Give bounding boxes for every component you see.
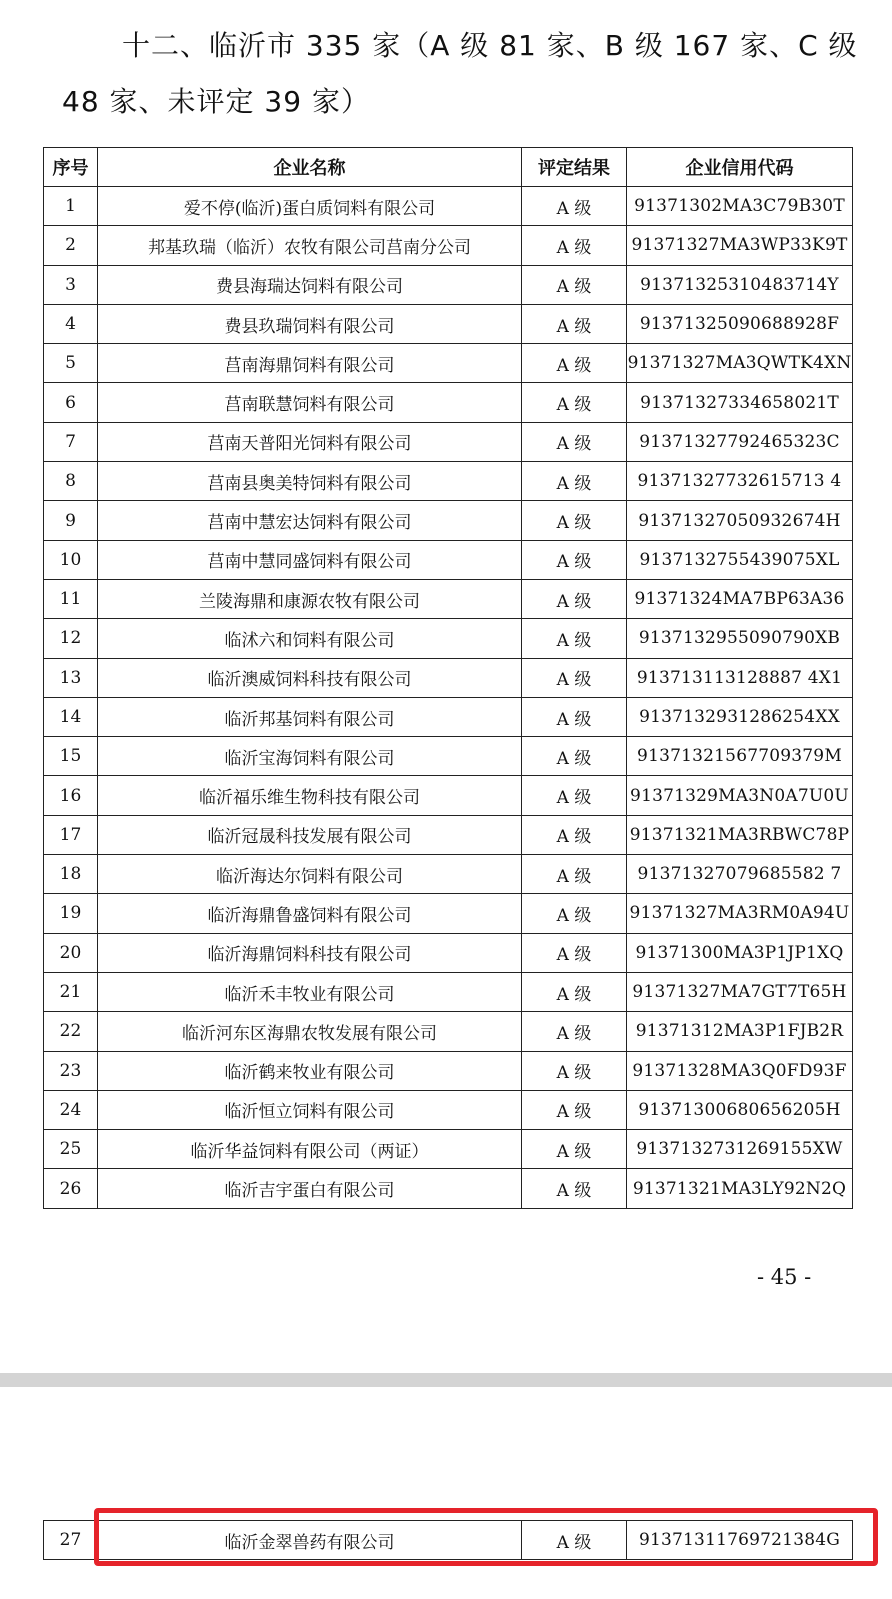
page-separator bbox=[0, 1373, 892, 1387]
row-index: 5 bbox=[44, 344, 98, 383]
table-row bbox=[44, 972, 853, 1011]
row-index: 26 bbox=[44, 1169, 98, 1208]
row-company-name: 临沂邦基饲料有限公司 bbox=[98, 697, 522, 736]
row-credit-code: 91371327MA3QWTK4XN bbox=[627, 344, 853, 383]
row-index: 23 bbox=[44, 1051, 98, 1090]
row-credit-code: 91371327079685582 7 bbox=[627, 855, 853, 894]
page-number: - 45 - bbox=[757, 1265, 812, 1289]
row-company-name: 临沂海鼎鲁盛饲料有限公司 bbox=[98, 894, 522, 933]
row-rating: A 级 bbox=[522, 187, 627, 226]
table-row bbox=[44, 815, 853, 854]
document-page-next bbox=[0, 1387, 892, 1599]
row-index: 14 bbox=[44, 697, 98, 736]
row-company-name: 临沂鹤来牧业有限公司 bbox=[98, 1051, 522, 1090]
highlight-box bbox=[94, 1508, 878, 1566]
table-row bbox=[44, 933, 853, 972]
table-row bbox=[44, 658, 853, 697]
table-row bbox=[44, 304, 853, 343]
table-row bbox=[44, 501, 853, 540]
row-credit-code: 91371312MA3P1FJB2R bbox=[627, 1012, 853, 1051]
header-rating: 评定结果 bbox=[522, 148, 627, 187]
row-credit-code: 91371327050932674H bbox=[627, 501, 853, 540]
row-rating: A 级 bbox=[522, 304, 627, 343]
row-rating: A 级 bbox=[522, 344, 627, 383]
row-credit-code: 91371325090688928F bbox=[627, 304, 853, 343]
row-rating: A 级 bbox=[522, 697, 627, 736]
row-index: 19 bbox=[44, 894, 98, 933]
row-rating: A 级 bbox=[522, 540, 627, 579]
row-credit-code: 91371300680656205H bbox=[627, 1090, 853, 1129]
row-company-name: 临沂福乐维生物科技有限公司 bbox=[98, 776, 522, 815]
row-rating: A 级 bbox=[522, 1090, 627, 1129]
row-rating: A 级 bbox=[522, 1130, 627, 1169]
row-index: 21 bbox=[44, 972, 98, 1011]
row-company-name: 莒南天普阳光饲料有限公司 bbox=[98, 422, 522, 461]
row-credit-code: 9137132731269155XW bbox=[627, 1130, 853, 1169]
row-credit-code: 91371327334658021T bbox=[627, 383, 853, 422]
table-row bbox=[44, 894, 853, 933]
row-credit-code: 91371321567709379M bbox=[627, 737, 853, 776]
row-company-name: 爱不停(临沂)蛋白质饲料有限公司 bbox=[98, 187, 522, 226]
row-credit-code: 9137132755439075XL bbox=[627, 540, 853, 579]
row-company-name: 费县海瑞达饲料有限公司 bbox=[98, 265, 522, 304]
row-index: 20 bbox=[44, 933, 98, 972]
row-index: 17 bbox=[44, 815, 98, 854]
row-rating: A 级 bbox=[522, 776, 627, 815]
row-credit-code: 913713113128887 4X1 bbox=[627, 658, 853, 697]
row-credit-code: 91371327MA3WP33K9T bbox=[627, 226, 853, 265]
row-rating: A 级 bbox=[522, 737, 627, 776]
row-index: 25 bbox=[44, 1130, 98, 1169]
row-rating: A 级 bbox=[522, 1521, 627, 1560]
row-credit-code: 91371325310483714Y bbox=[627, 265, 853, 304]
row-index: 1 bbox=[44, 187, 98, 226]
row-rating: A 级 bbox=[522, 855, 627, 894]
row-index: 9 bbox=[44, 501, 98, 540]
row-index: 13 bbox=[44, 658, 98, 697]
row-index: 7 bbox=[44, 422, 98, 461]
row-credit-code: 91371321MA3RBWC78P bbox=[627, 815, 853, 854]
row-company-name: 临沂恒立饲料有限公司 bbox=[98, 1090, 522, 1129]
row-company-name: 临沂吉宇蛋白有限公司 bbox=[98, 1169, 522, 1208]
header-credit-code: 企业信用代码 bbox=[627, 148, 853, 187]
row-credit-code: 91371311769721384G bbox=[627, 1521, 853, 1560]
table-row bbox=[44, 697, 853, 736]
table-row bbox=[44, 344, 853, 383]
row-company-name: 莒南海鼎饲料有限公司 bbox=[98, 344, 522, 383]
row-rating: A 级 bbox=[522, 972, 627, 1011]
row-rating: A 级 bbox=[522, 501, 627, 540]
table-row bbox=[44, 540, 853, 579]
row-company-name: 兰陵海鼎和康源农牧有限公司 bbox=[98, 579, 522, 618]
row-index: 3 bbox=[44, 265, 98, 304]
row-index: 18 bbox=[44, 855, 98, 894]
enterprise-table bbox=[43, 147, 853, 1209]
table-row bbox=[44, 1090, 853, 1129]
row-credit-code: 9137132931286254XX bbox=[627, 697, 853, 736]
row-company-name: 临沂海达尔饲料有限公司 bbox=[98, 855, 522, 894]
row-credit-code: 91371321MA3LY92N2Q bbox=[627, 1169, 853, 1208]
row-credit-code: 91371327732615713 4 bbox=[627, 462, 853, 501]
row-credit-code: 91371327MA3RM0A94U bbox=[627, 894, 853, 933]
row-company-name: 邦基玖瑞（临沂）农牧有限公司莒南分公司 bbox=[98, 226, 522, 265]
table-row bbox=[44, 226, 853, 265]
row-index: 11 bbox=[44, 579, 98, 618]
table-row bbox=[44, 422, 853, 461]
row-company-name: 临沂海鼎饲料科技有限公司 bbox=[98, 933, 522, 972]
row-credit-code: 91371327MA7GT7T65H bbox=[627, 972, 853, 1011]
table-row bbox=[44, 383, 853, 422]
row-rating: A 级 bbox=[522, 579, 627, 618]
row-company-name: 莒南中慧宏达饲料有限公司 bbox=[98, 501, 522, 540]
row-company-name: 莒南中慧同盛饲料有限公司 bbox=[98, 540, 522, 579]
table-row bbox=[44, 187, 853, 226]
row-credit-code: 91371302MA3C79B30T bbox=[627, 187, 853, 226]
table-header-row bbox=[44, 148, 853, 187]
row-company-name: 临沂禾丰牧业有限公司 bbox=[98, 972, 522, 1011]
row-rating: A 级 bbox=[522, 1012, 627, 1051]
header-index: 序号 bbox=[44, 148, 98, 187]
table-row bbox=[44, 855, 853, 894]
row-company-name: 临沂金翠兽药有限公司 bbox=[98, 1521, 522, 1560]
row-rating: A 级 bbox=[522, 815, 627, 854]
section-heading: 十二、临沂市 335 家（A 级 81 家、B 级 167 家、C 级 48 家、未评定 39 家） bbox=[62, 29, 858, 118]
row-rating: A 级 bbox=[522, 265, 627, 304]
row-company-name: 临沂华益饲料有限公司（两证） bbox=[98, 1130, 522, 1169]
table-row bbox=[44, 1130, 853, 1169]
row-company-name: 临沂澳威饲料科技有限公司 bbox=[98, 658, 522, 697]
table-row bbox=[44, 1051, 853, 1090]
row-company-name: 临沂冠晟科技发展有限公司 bbox=[98, 815, 522, 854]
row-credit-code: 91371327792465323C bbox=[627, 422, 853, 461]
row-index: 6 bbox=[44, 383, 98, 422]
row-index: 4 bbox=[44, 304, 98, 343]
row-index: 27 bbox=[44, 1521, 98, 1560]
table-row bbox=[44, 462, 853, 501]
row-rating: A 级 bbox=[522, 422, 627, 461]
row-index: 12 bbox=[44, 619, 98, 658]
row-credit-code: 91371328MA3Q0FD93F bbox=[627, 1051, 853, 1090]
row-rating: A 级 bbox=[522, 1051, 627, 1090]
row-credit-code: 91371324MA7BP63A36 bbox=[627, 579, 853, 618]
row-credit-code: 91371300MA3P1JP1XQ bbox=[627, 933, 853, 972]
row-index: 15 bbox=[44, 737, 98, 776]
row-rating: A 级 bbox=[522, 658, 627, 697]
row-company-name: 费县玖瑞饲料有限公司 bbox=[98, 304, 522, 343]
table-row bbox=[44, 619, 853, 658]
row-rating: A 级 bbox=[522, 383, 627, 422]
row-credit-code: 9137132955090790XB bbox=[627, 619, 853, 658]
row-company-name: 临沂宝海饲料有限公司 bbox=[98, 737, 522, 776]
table-row bbox=[44, 1169, 853, 1208]
row-company-name: 莒南县奥美特饲料有限公司 bbox=[98, 462, 522, 501]
row-rating: A 级 bbox=[522, 619, 627, 658]
row-rating: A 级 bbox=[522, 933, 627, 972]
row-index: 2 bbox=[44, 226, 98, 265]
table-row bbox=[44, 737, 853, 776]
row-company-name: 莒南联慧饲料有限公司 bbox=[98, 383, 522, 422]
row-index: 22 bbox=[44, 1012, 98, 1051]
row-company-name: 临沂河东区海鼎农牧发展有限公司 bbox=[98, 1012, 522, 1051]
row-index: 8 bbox=[44, 462, 98, 501]
table-row bbox=[44, 776, 853, 815]
table-row bbox=[44, 1012, 853, 1051]
header-company-name: 企业名称 bbox=[98, 148, 522, 187]
row-rating: A 级 bbox=[522, 1169, 627, 1208]
row-index: 10 bbox=[44, 540, 98, 579]
row-index: 16 bbox=[44, 776, 98, 815]
row-rating: A 级 bbox=[522, 462, 627, 501]
table-row bbox=[44, 265, 853, 304]
row-rating: A 级 bbox=[522, 894, 627, 933]
row-credit-code: 91371329MA3N0A7U0U bbox=[627, 776, 853, 815]
row-rating: A 级 bbox=[522, 226, 627, 265]
row-company-name: 临沭六和饲料有限公司 bbox=[98, 619, 522, 658]
table-row bbox=[44, 579, 853, 618]
row-index: 24 bbox=[44, 1090, 98, 1129]
